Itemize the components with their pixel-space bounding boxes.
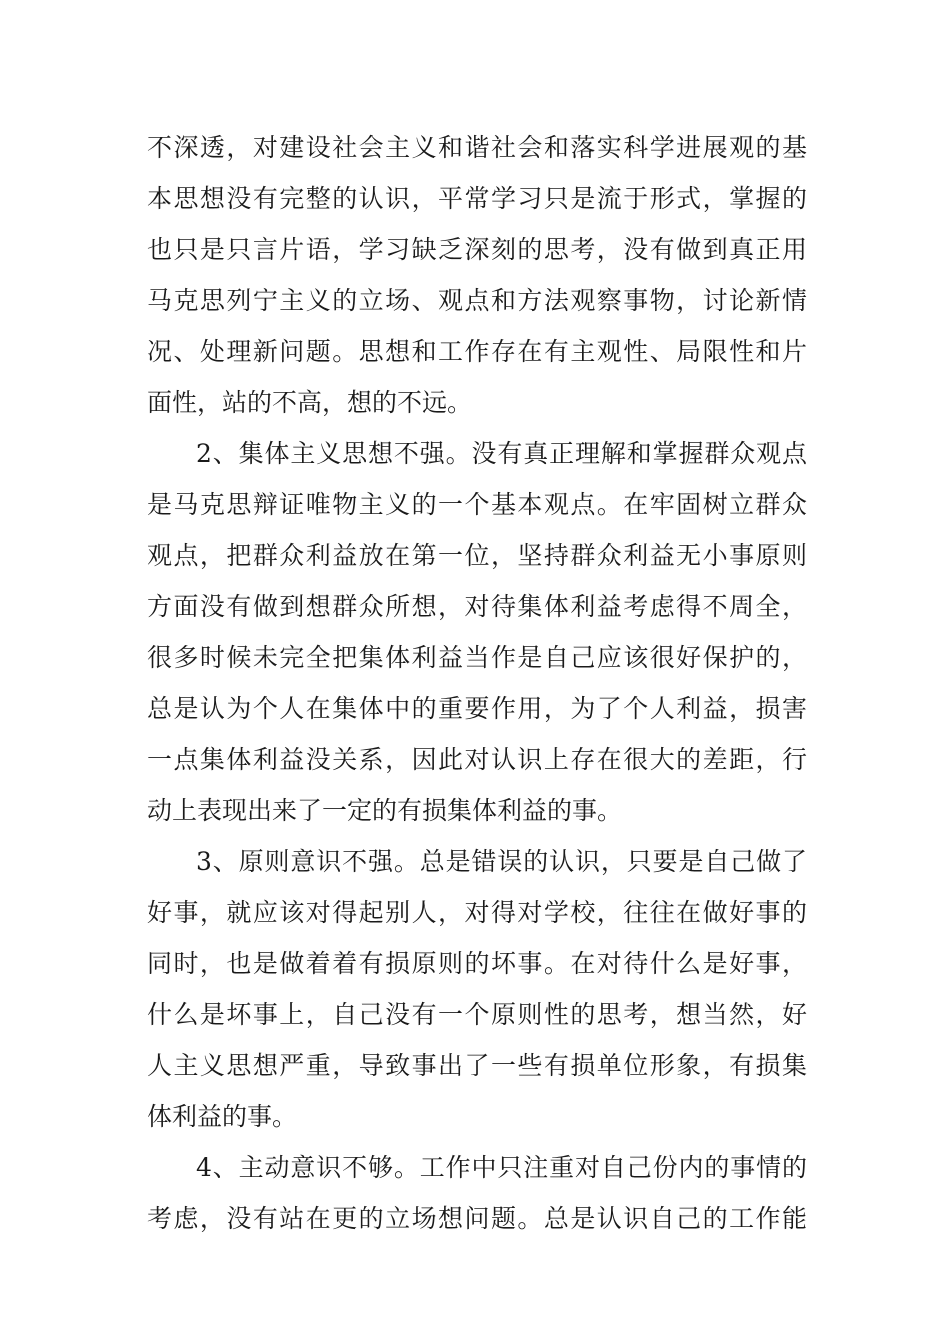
text-line: 动上表现出来了一定的有损集体利益的事。 <box>147 796 623 825</box>
paragraph-3 <box>147 836 807 1142</box>
text-line: 也只是只言片语，学习缺乏深刻的思考，没有做到真正用 <box>147 235 807 264</box>
text-line: 什么是坏事上，自己没有一个原则性的思考，想当然，好 <box>147 1000 807 1029</box>
text-line: 好事，就应该对得起别人，对得对学校，往往在做好事的 <box>147 898 807 927</box>
text-line: 马克思列宁主义的立场、观点和方法观察事物，讨论新情 <box>147 286 807 315</box>
text-line: 面性，站的不高，想的不远。 <box>147 388 473 417</box>
text-line: 体利益的事。 <box>147 1102 298 1131</box>
paragraph-2 <box>147 428 807 836</box>
paragraph-4 <box>147 1142 807 1244</box>
paragraph-1 <box>147 122 807 428</box>
text-line: 一点集体利益没关系，因此对认识上存在很大的差距，行 <box>147 745 807 774</box>
text-line: 考虑，没有站在更的立场想问题。总是认识自己的工作能 <box>147 1204 807 1233</box>
text-line: 3、原则意识不强。总是错误的认识，只要是自己做了 <box>196 847 807 876</box>
text-line: 人主义思想严重，导致事出了一些有损单位形象，有损集 <box>147 1051 807 1080</box>
text-line: 是马克思辩证唯物主义的一个基本观点。在牢固树立群众 <box>147 490 807 519</box>
text-line: 不深透，对建设社会主义和谐社会和落实科学进展观的基 <box>147 133 807 162</box>
document-body <box>147 122 807 1244</box>
text-line: 同时，也是做着着有损原则的坏事。在对待什么是好事， <box>147 949 807 978</box>
text-line: 方面没有做到想群众所想，对待集体利益考虑得不周全， <box>147 592 807 621</box>
text-line: 2、集体主义思想不强。没有真正理解和掌握群众观点 <box>196 439 807 468</box>
text-line: 4、主动意识不够。工作中只注重对自己份内的事情的 <box>196 1153 807 1182</box>
text-line: 况、处理新问题。思想和工作存在有主观性、局限性和片 <box>147 337 807 366</box>
text-line: 很多时候未完全把集体利益当作是自己应该很好保护的， <box>147 643 807 672</box>
text-line: 总是认为个人在集体中的重要作用，为了个人利益，损害 <box>147 694 807 723</box>
text-line: 观点，把群众利益放在第一位，坚持群众利益无小事原则 <box>147 541 807 570</box>
text-line: 本思想没有完整的认识，平常学习只是流于形式，掌握的 <box>147 184 807 213</box>
